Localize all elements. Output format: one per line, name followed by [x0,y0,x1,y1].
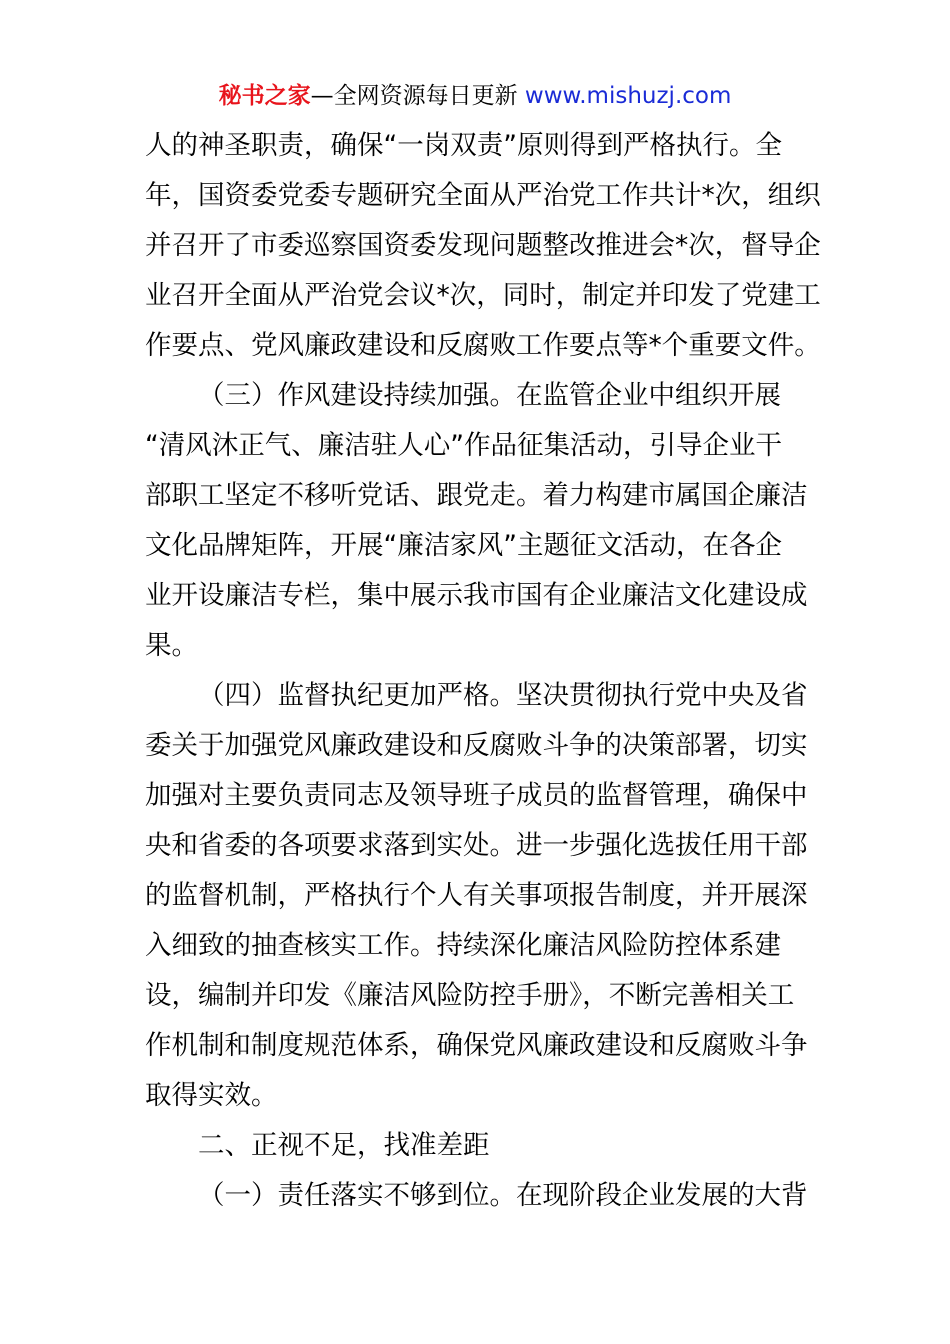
section-heading-2-1: （一）责任落实不够到位。在现阶段企业发展的大背 [198,1180,808,1211]
text-line: 果。 [145,630,198,661]
text-line: 并召开了市委巡察国资委发现问题整改推进会*次，督导企 [145,230,821,261]
text-line: 央和省委的各项要求落到实处。进一步强化选拔任用干部 [145,830,808,861]
text-line: 取得实效。 [145,1080,278,1111]
text-line: 人的神圣职责，确保“一岗双责”原则得到严格执行。全 [145,130,782,161]
text-line: 委关于加强党风廉政建设和反腐败斗争的决策部署，切实 [145,730,808,761]
section-heading-4: （四）监督执纪更加严格。坚决贯彻执行党中央及省 [198,680,808,711]
text-line: 部职工坚定不移听党话、跟党走。着力构建市属国企廉洁 [145,480,808,511]
text-line: 作机制和制度规范体系，确保党风廉政建设和反腐败斗争 [145,1030,808,1061]
section-heading-3: （三）作风建设持续加强。在监管企业中组织开展 [198,380,781,411]
text-line: 作要点、党风廉政建设和反腐败工作要点等*个重要文件。 [145,330,821,361]
text-line: 的监督机制，严格执行个人有关事项报告制度，并开展深 [145,880,808,911]
text-line: 文化品牌矩阵，开展“廉洁家风”主题征文活动，在各企 [145,530,782,561]
text-line: 年，国资委党委专题研究全面从严治党工作共计*次，组织 [145,180,821,211]
text-line: 业召开全面从严治党会议*次，同时，制定并印发了党建工 [145,280,821,311]
site-slogan: —全网资源每日更新 [310,83,525,109]
site-header [0,80,950,112]
chapter-heading-2: 二、正视不足，找准差距 [198,1130,490,1161]
site-brand: 秘书之家 [218,83,311,109]
text-line: 业开设廉洁专栏，集中展示我市国有企业廉洁文化建设成 [145,580,808,611]
text-line: 加强对主要负责同志及领导班子成员的监督管理，确保中 [145,780,808,811]
text-line: 设，编制并印发《廉洁风险防控手册》，不断完善相关工 [145,980,795,1011]
text-line: 入细致的抽查核实工作。持续深化廉洁风险防控体系建 [145,930,781,961]
text-line: “清风沐正气、廉洁驻人心”作品征集活动，引导企业干 [145,430,782,461]
site-url-link[interactable]: www.mishuzj.com [524,83,732,109]
